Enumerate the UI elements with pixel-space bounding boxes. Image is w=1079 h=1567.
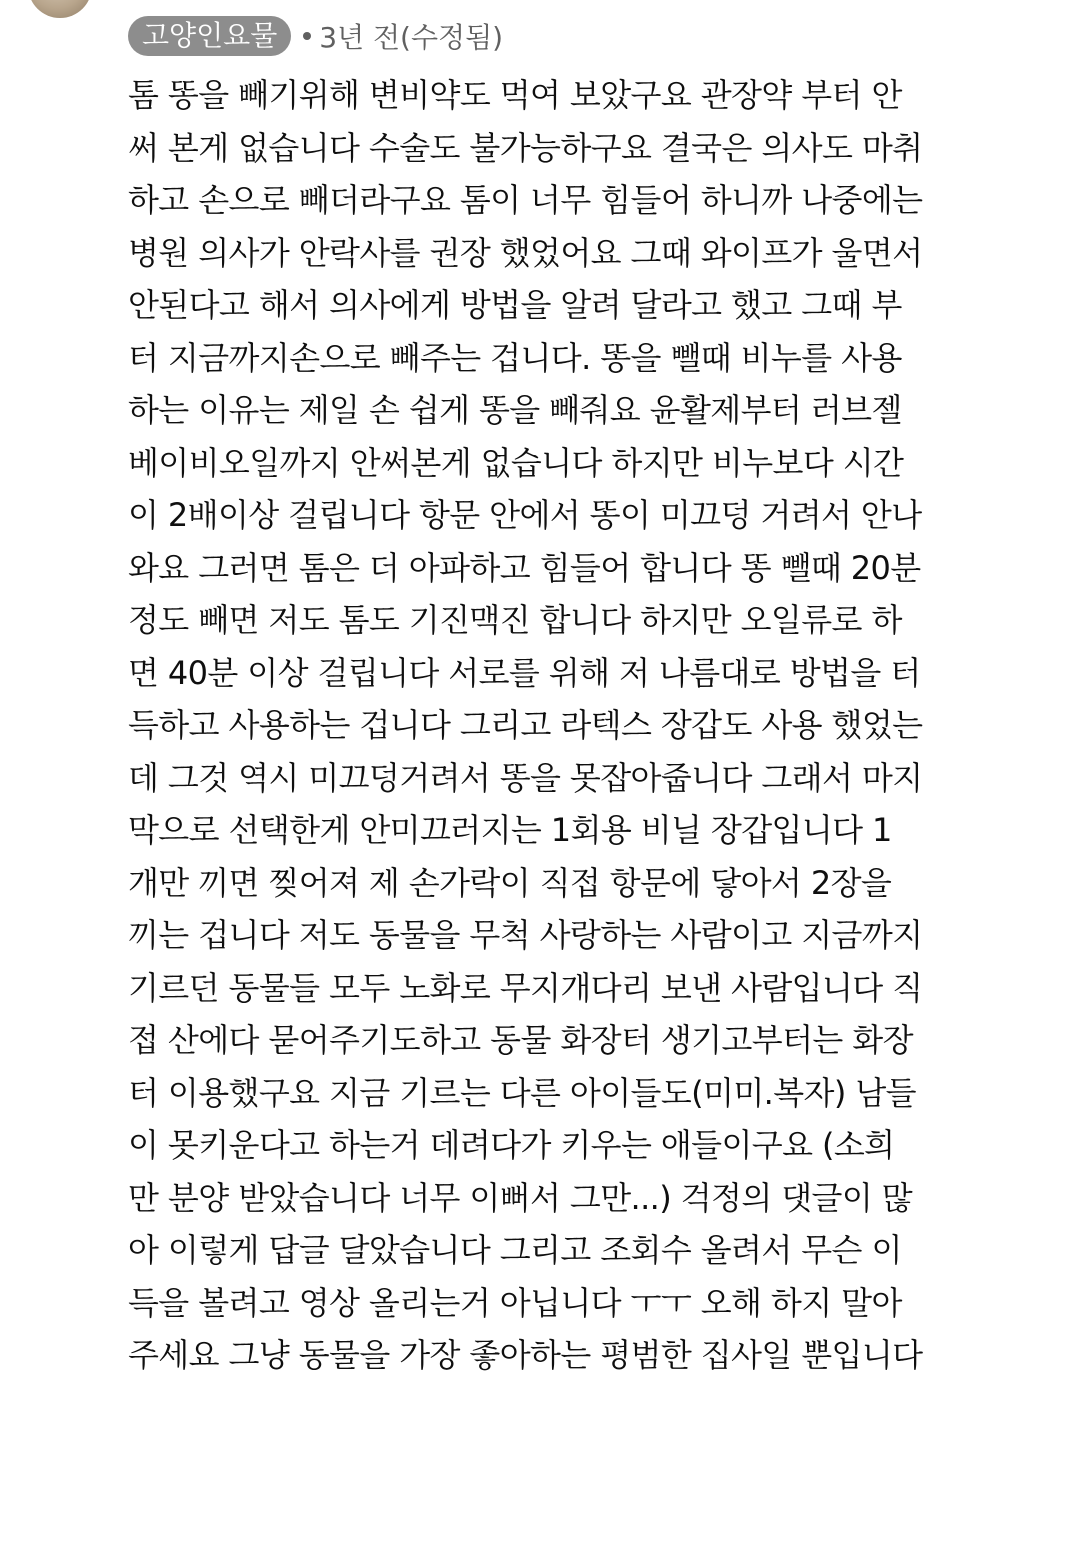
comment-line: 베이비오일까지 안써본게 없습니다 하지만 비누보다 시간 xyxy=(128,443,904,482)
comment-line: 기르던 동물들 모두 노화로 무지개다리 보낸 사람입니다 직 xyxy=(128,968,923,1007)
comment-line: 이 못키운다고 하는거 데려다가 키우는 애들이구요 (소희 xyxy=(128,1126,895,1164)
avatar[interactable] xyxy=(28,0,92,18)
comment xyxy=(128,14,1028,1382)
comment-line: 하고 손으로 빼더라구요 톰이 너무 힘들어 하니까 나중에는 xyxy=(128,181,923,219)
comment-header xyxy=(128,14,1028,58)
comment-line: 톰 똥을 빼기위해 변비약도 먹여 보았구요 관장약 부터 안 xyxy=(128,76,902,114)
comment-line: 면 40분 이상 걸립니다 서로를 위해 저 나름대로 방법을 터 xyxy=(128,653,921,692)
separator-dot xyxy=(303,32,311,40)
comment-line: 만 분양 받았습니다 너무 이뻐서 그만...) 걱정의 댓글이 많 xyxy=(128,1178,913,1217)
comment-line: 정도 빼면 저도 톰도 기진맥진 합니다 하지만 오일류로 하 xyxy=(128,601,902,639)
comment-line: 하는 이유는 제일 손 쉽게 똥을 빼줘요 윤활제부터 러브젤 xyxy=(128,391,902,429)
comment-body xyxy=(128,69,1028,1382)
comment-line: 데 그것 역시 미끄덩거려서 똥을 못잡아줍니다 그래서 마지 xyxy=(128,758,923,797)
comment-line: 써 본게 없습니다 수술도 불가능하구요 결국은 의사도 마취 xyxy=(128,128,923,167)
comment-line: 접 산에다 묻어주기도하고 동물 화장터 생기고부터는 화장 xyxy=(128,1021,913,1059)
comment-timestamp: 3년 전(수정됨) xyxy=(319,21,504,54)
comment-line: 끼는 겁니다 저도 동물을 무척 사랑하는 사람이고 지금까지 xyxy=(128,916,923,954)
comment-line: 아 이렇게 답글 달았습니다 그리고 조회수 올려서 무슨 이 xyxy=(128,1231,902,1269)
comment-line: 득을 볼려고 영상 올리는거 아닙니다 ㅜㅜ 오해 하지 말아 xyxy=(128,1283,902,1322)
comment-line: 득하고 사용하는 겁니다 그리고 라텍스 장갑도 사용 했었는 xyxy=(128,706,923,744)
comment-line: 터 이용했구요 지금 기르는 다른 아이들도(미미.복자) 남들 xyxy=(128,1073,916,1112)
author-name-chip[interactable]: 고양인요물 xyxy=(128,16,291,56)
comment-line: 막으로 선택한게 안미끄러지는 1회용 비닐 장갑입니다 1 xyxy=(128,811,892,849)
comment-line: 병원 의사가 안락사를 권장 했었어요 그때 와이프가 울면서 xyxy=(128,233,923,272)
comment-line: 주세요 그냥 동물을 가장 좋아하는 평범한 집사일 뿐입니다 xyxy=(128,1336,923,1374)
comment-line: 이 2배이상 걸립니다 항문 안에서 똥이 미끄덩 거려서 안나 xyxy=(128,496,922,534)
comment-line: 안된다고 해서 의사에게 방법을 알려 달라고 했고 그때 부 xyxy=(128,286,902,324)
comment-line: 와요 그러면 톰은 더 아파하고 힘들어 합니다 똥 뺄때 20분 xyxy=(128,548,921,587)
comment-line: 개만 끼면 찢어져 제 손가락이 직접 항문에 닿아서 2장을 xyxy=(128,863,892,902)
comment-line: 터 지금까지손으로 빼주는 겁니다. 똥을 뺄때 비누를 사용 xyxy=(128,338,902,377)
